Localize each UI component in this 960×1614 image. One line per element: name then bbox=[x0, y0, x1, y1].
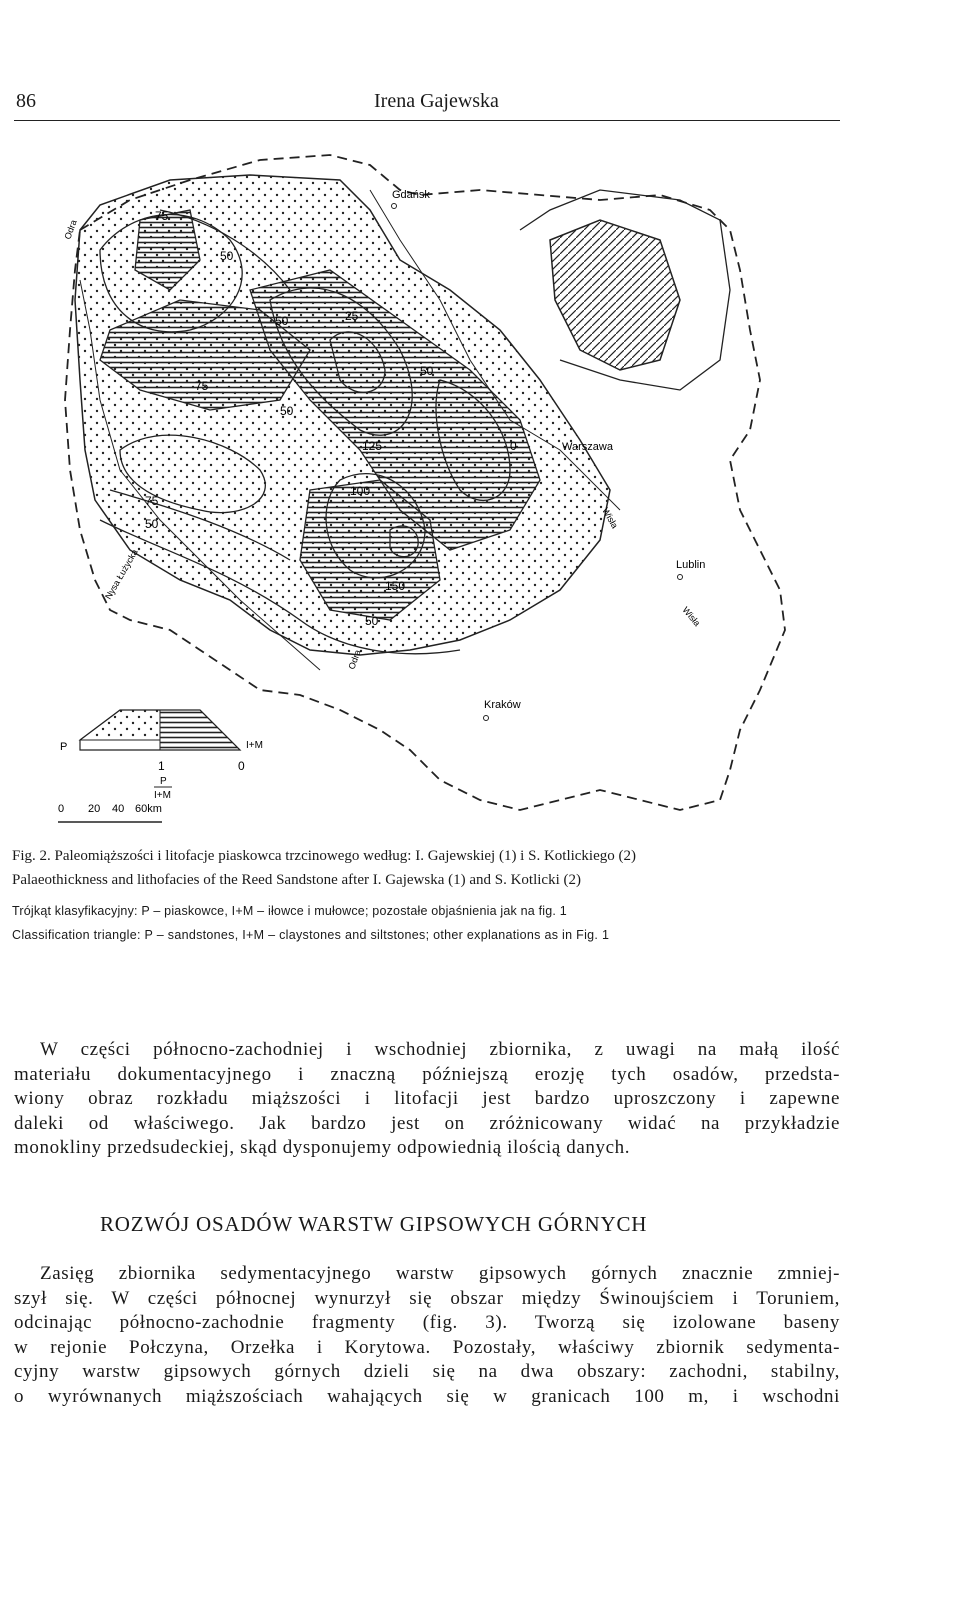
text-line: daleki od właściwego. Jak bardzo jest on zróżnicowany widać na przykładzie bbox=[14, 1112, 840, 1134]
city-dot bbox=[392, 204, 397, 209]
city-label-warszawa: Warszawa bbox=[562, 441, 613, 453]
isopach-label: 0 bbox=[510, 439, 517, 453]
river-label: Odra bbox=[346, 648, 363, 671]
triangle-one-label: 1 bbox=[158, 759, 165, 773]
triangle-im-label: I+M bbox=[246, 740, 263, 751]
body-paragraph-2 bbox=[14, 1262, 840, 1409]
isopach-label: 50 bbox=[220, 249, 234, 263]
text-line: W części północno-zachodniej i wschodniej zbiornika, z uwagi na małą ilość bbox=[40, 1039, 840, 1060]
city-label-krakow: Kraków bbox=[484, 699, 521, 711]
scale-label: 0 bbox=[58, 803, 65, 815]
body-paragraph-1 bbox=[14, 1038, 840, 1161]
isopach-label: 75 bbox=[195, 379, 209, 393]
isopach-label: 50 bbox=[145, 517, 159, 531]
river-label: Wisła bbox=[600, 506, 620, 531]
section-heading: ROZWÓJ OSADÓW WARSTW GIPSOWYCH GÓRNYCH bbox=[100, 1212, 648, 1236]
isopach-label: 25 bbox=[345, 309, 359, 323]
classification-triangle bbox=[60, 710, 263, 801]
text-line: Zasięg zbiornika sedymentacyjnego warstw gipsowych górnych znacznie zmniej- bbox=[40, 1263, 840, 1284]
isopach-label: 50 bbox=[275, 314, 289, 328]
river-label: Odra bbox=[62, 218, 79, 241]
isopach-label: 75 bbox=[145, 494, 159, 508]
running-head-author: Irena Gajewska bbox=[374, 90, 499, 112]
isopach-label: 125 bbox=[362, 439, 383, 453]
city-dot bbox=[484, 716, 489, 721]
city-dot bbox=[678, 575, 683, 580]
text-line: monokliny przedsudeckiej, skąd dysponujemy odpowiednią ilością danych. bbox=[14, 1137, 631, 1158]
isopach-label: 50 bbox=[280, 404, 294, 418]
figure-legend-en: Classification triangle: P – sandstones, I+M – claystones and siltstones; other explanations as in Fig. 1 bbox=[12, 928, 610, 942]
scale-label: 40 bbox=[112, 803, 125, 815]
city-label-gdansk: Gdańsk bbox=[392, 189, 430, 201]
isopach-label: 100 bbox=[350, 484, 371, 498]
figure-map bbox=[40, 150, 860, 840]
isopach-label: 50 bbox=[420, 364, 434, 378]
isopach-label: 50 bbox=[365, 614, 379, 628]
isopach-label: 75 bbox=[155, 209, 169, 223]
scale-label: 60km bbox=[135, 803, 162, 815]
text-line: w rejonie Połczyna, Orzełka i Korytowa. Pozostały, właściwy zbiornik sedymenta- bbox=[14, 1336, 840, 1358]
text-line: odcinając północno-zachodnie fragmenty (fig. 3). Tworzą się izolowane baseny bbox=[14, 1312, 840, 1333]
diagonal-hatched-area bbox=[550, 220, 680, 370]
figure-caption-pl: Fig. 2. Paleomiąższości i litofacje piaskowca trzcinowego według: I. Gajewskiej (1) i S. Kotlickiego (2) bbox=[12, 848, 637, 864]
isopach-label: 150 bbox=[385, 579, 406, 593]
scale-bar bbox=[58, 803, 162, 822]
triangle-p-label: P bbox=[60, 741, 68, 753]
river-label: Wisła bbox=[680, 604, 703, 629]
page-number: 86 bbox=[16, 90, 36, 112]
triangle-frac-num: P bbox=[160, 776, 167, 787]
text-line: szył się. W części północnej wynurzył się obszar między Świnoujściem i Toruniem, bbox=[14, 1287, 840, 1309]
triangle-zero-label: 0 bbox=[238, 759, 245, 773]
triangle-frac-den: I+M bbox=[154, 790, 171, 801]
text-line: o wyrównanych miąższościach wahających się w granicach 100 m, i wschodni bbox=[14, 1385, 840, 1407]
text-line: wiony obraz rozkładu miąższości i litofacji jest bardzo uproszczony i zapewne bbox=[14, 1088, 840, 1109]
scale-label: 20 bbox=[88, 803, 101, 815]
river-label: Nysa Łużycka bbox=[103, 547, 140, 601]
text-line: materiału dokumentacyjnego i znaczną późniejszą erozję tych osadów, przedsta- bbox=[14, 1063, 840, 1085]
text-line: cyjny warstw gipsowych górnych dzieli się na dwa obszary: zachodni, stabilny, bbox=[14, 1361, 840, 1382]
figure-caption-en: Palaeothickness and lithofacies of the Reed Sandstone after I. Gajewska (1) and S. Kotlicki (2) bbox=[12, 872, 581, 888]
figure-legend-pl: Trójkąt klasyfikacyjny: P – piaskowce, I+M – iłowce i mułowce; pozostałe objaśnienia jak na fig. 1 bbox=[12, 904, 567, 918]
city-label-lublin: Lublin bbox=[676, 559, 706, 571]
running-header bbox=[14, 88, 840, 121]
